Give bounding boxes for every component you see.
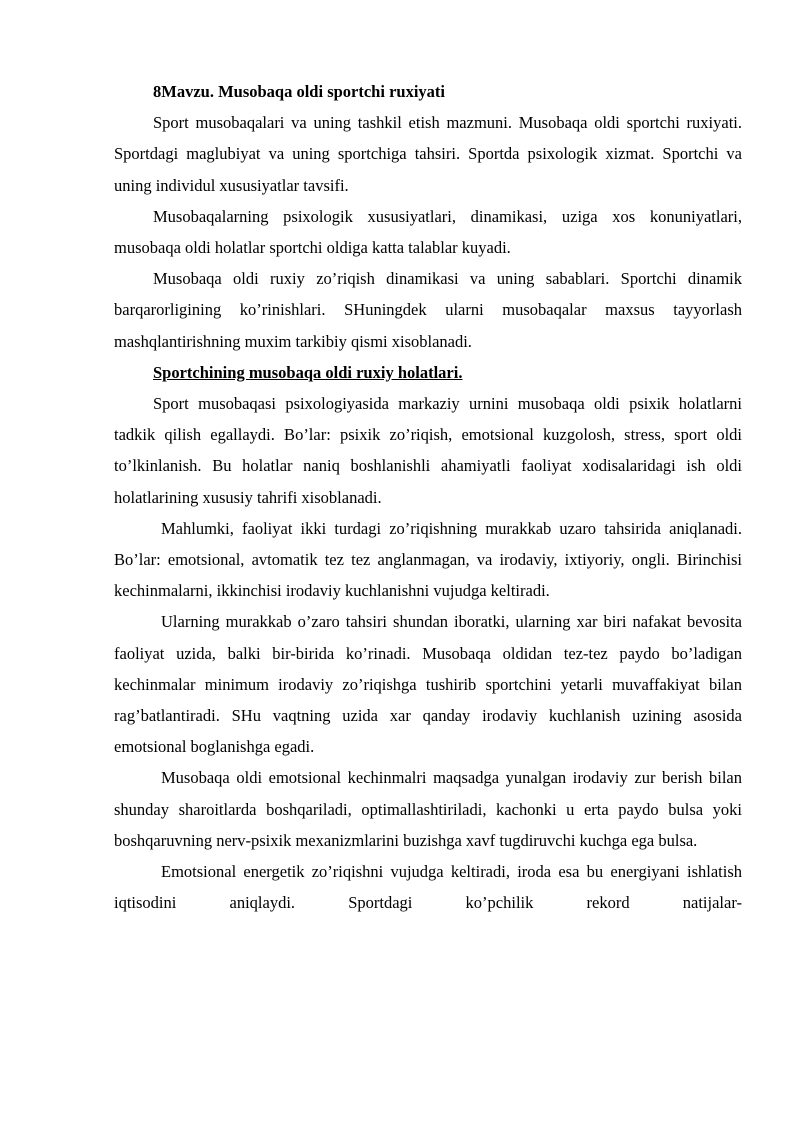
intro-paragraph-2: Musobaqalarning psixologik xususiyatlari, dinamikasi, uziga xos konuniyatlari, musobaqa oldi holatlar sportchi oldiga katta talablar kuyadi. — [114, 206, 742, 258]
body-paragraph-5: Emotsional energetik zo’riqishni vujudga keltiradi, iroda esa bu energiyani ishlatish iqtisodini aniqlaydi. Sportdagi ko’pchilik rekord natijalar- — [114, 862, 742, 913]
body-paragraph-4: Musobaqa oldi emotsional kechinmalri maqsadga yunalgan irodaviy zur berish bilan shunday sharoitlarda boshqariladi, optimallashtiriladi, kachonki u erta paydo bulsa yoki boshqaruvning nerv-psixik mexanizmlarini buzishga xavf tugdiruvchi kuchga ega bulsa. — [114, 768, 742, 850]
body-paragraph-1: Sport musobaqasi psixologiyasida markaziy urnini musobaqa oldi psixik holatlarni tadkik qilish egallaydi. Bo’lar: psixik zo’riqish, emotsional kuzgolosh, stress, sport oldi to’lkinlanish. Bu holatlar naniq boshlanishli ahamiyatli faoliyat xodisalaridagi ish oldi holatlarining xususiy tahrifi xisoblanadi. — [114, 394, 742, 507]
intro-paragraph-3: Musobaqa oldi ruxiy zo’riqish dinamikasi va uning sabablari. Sportchi dinamik barqarorligining ko’rinishlari. SHuningdek ularni musobaqalar maxsus tayyorlash mashqlantirishning muxim tarkibiy qismi xisoblanadi. — [114, 269, 742, 351]
body-paragraph-2: Mahlumki, faoliyat ikki turdagi zo’riqishning murakkab uzaro tahsirida aniqlanadi. Bo’lar: emotsional, avtomatik tez tez anglanmagan, va irodaviy, ixtiyoriy, ongli. Birinchisi kechinmalarni, ikkinchisi irodaviy kuchlanishni vujudga keltiradi. — [114, 518, 742, 601]
intro-paragraph-1: Sport musobaqalari va uning tashkil etish mazmuni. Musobaqa oldi sportchi ruxiyati. Sportdagi maglubiyat va uning sportchiga tahsiri. Sportda psixologik xizmat. Sportchi va uning individul xususiyatlar tavsifi. — [114, 113, 742, 195]
document-title: 8Mavzu. Musobaqa oldi sportchi ruxiyati — [153, 82, 445, 101]
body-paragraph-3: Ularning murakkab o’zaro tahsiri shundan iboratki, ularning xar biri nafakat bevosita faoliyat uzida, balki bir-birida ko’rinadi. Musobaqa oldidan tez-tez paydo bo’ladigan kechinmalar minimum irodaviy zo’riqishga tushirib sportchini yetarli muvaffakiyat bilan rag’batlantiradi. SHu vaqtning uzida xar qanday irodaviy kuchlanish uzining asosida emotsional boglanishga egadi. — [114, 612, 742, 757]
section-subheading: Sportchining musobaqa oldi ruxiy holatlari. — [153, 362, 463, 382]
document-page — [114, 76, 742, 918]
